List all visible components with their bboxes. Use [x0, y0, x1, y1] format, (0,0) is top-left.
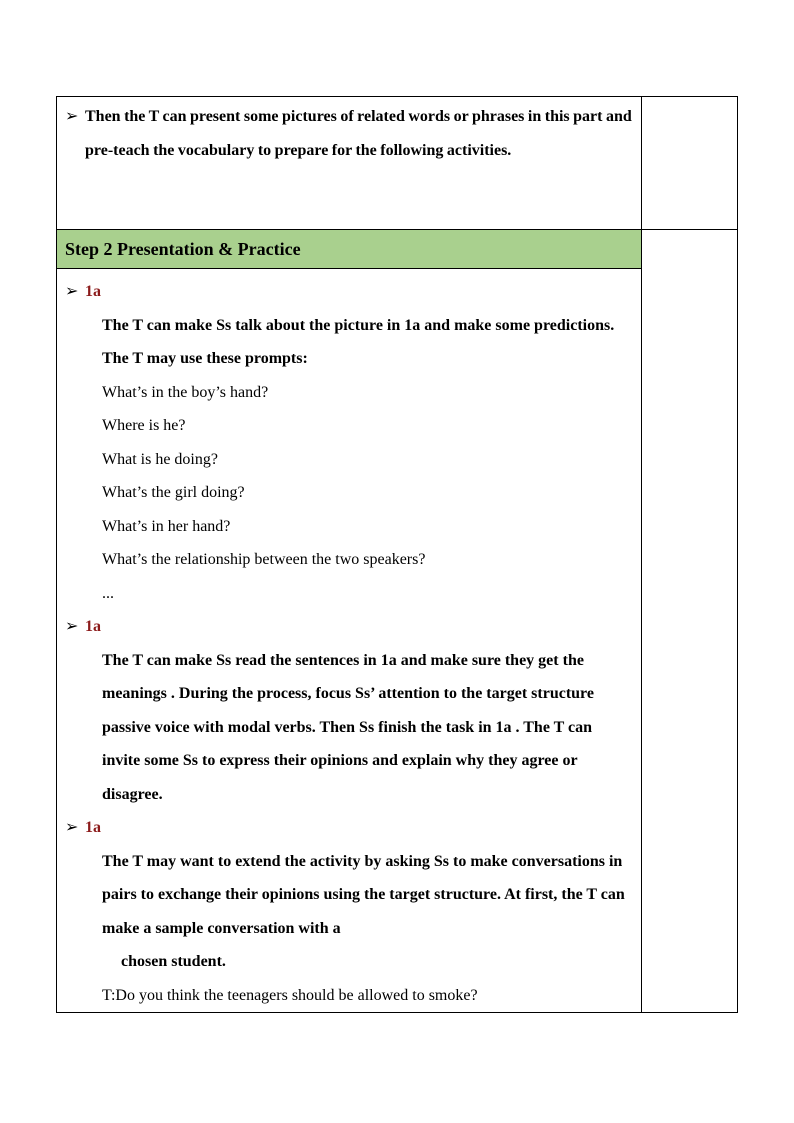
arrow-bullet-icon: ➢ — [65, 618, 79, 635]
dialog-line: T:Do you think the teenagers should be allowed to smoke? — [102, 986, 478, 1004]
prompt-line: What’s the relationship between the two speakers? — [102, 551, 426, 568]
prompt-line: What’s in the boy’s hand? — [102, 383, 269, 401]
intro-paragraph: Then the T can present some pictures of related words or phrases in this part and pre-teach the vocabulary to prepare for the following activities. — [85, 108, 632, 159]
arrow-bullet-icon: ➢ — [65, 819, 79, 836]
step-title: Step 2 Presentation & Practice — [65, 239, 301, 259]
step-row — [57, 230, 738, 269]
section-label: 1a — [85, 618, 101, 635]
section-label: 1a — [85, 819, 101, 836]
arrow-bullet-icon: ➢ — [65, 108, 79, 125]
intro-cell — [57, 97, 642, 230]
section-paragraph-tail: chosen student. — [121, 953, 226, 970]
prompt-line: Where is he? — [102, 417, 186, 434]
lesson-plan-table — [56, 96, 738, 1013]
prompt-line: What’s the girl doing? — [102, 484, 245, 501]
step-side-cell — [641, 230, 737, 1013]
prompt-line: What is he doing? — [102, 450, 218, 468]
content-cell — [57, 269, 642, 1013]
intro-side-cell — [641, 97, 737, 230]
content-row — [57, 269, 738, 1013]
intro-row — [57, 97, 738, 230]
section-2 — [57, 610, 641, 811]
section-paragraph: The T can make Ss read the sentences in 1a and make sure they get the meanings . During the process, focus Ss’ attention to the target structure passive voice with modal verbs. Then Ss finish the task in 1a . The T can invite some Ss to express their opinions and explain why they agree or disagree. — [102, 651, 594, 803]
arrow-bullet-icon: ➢ — [65, 283, 79, 300]
prompt-line: ... — [102, 584, 114, 602]
section-paragraph: The T can make Ss talk about the picture in 1a and make some predictions. The T may use these prompts: — [102, 316, 615, 367]
section-paragraph: The T may want to extend the activity by asking Ss to make conversations in pairs to exchange their opinions using the target structure. At first, the T can make a sample conversation with a — [102, 852, 625, 937]
step-header-cell — [57, 230, 642, 269]
section-3 — [57, 811, 641, 1012]
prompt-line: What’s in her hand? — [102, 517, 231, 535]
section-1 — [57, 275, 641, 610]
section-label: 1a — [85, 283, 101, 300]
